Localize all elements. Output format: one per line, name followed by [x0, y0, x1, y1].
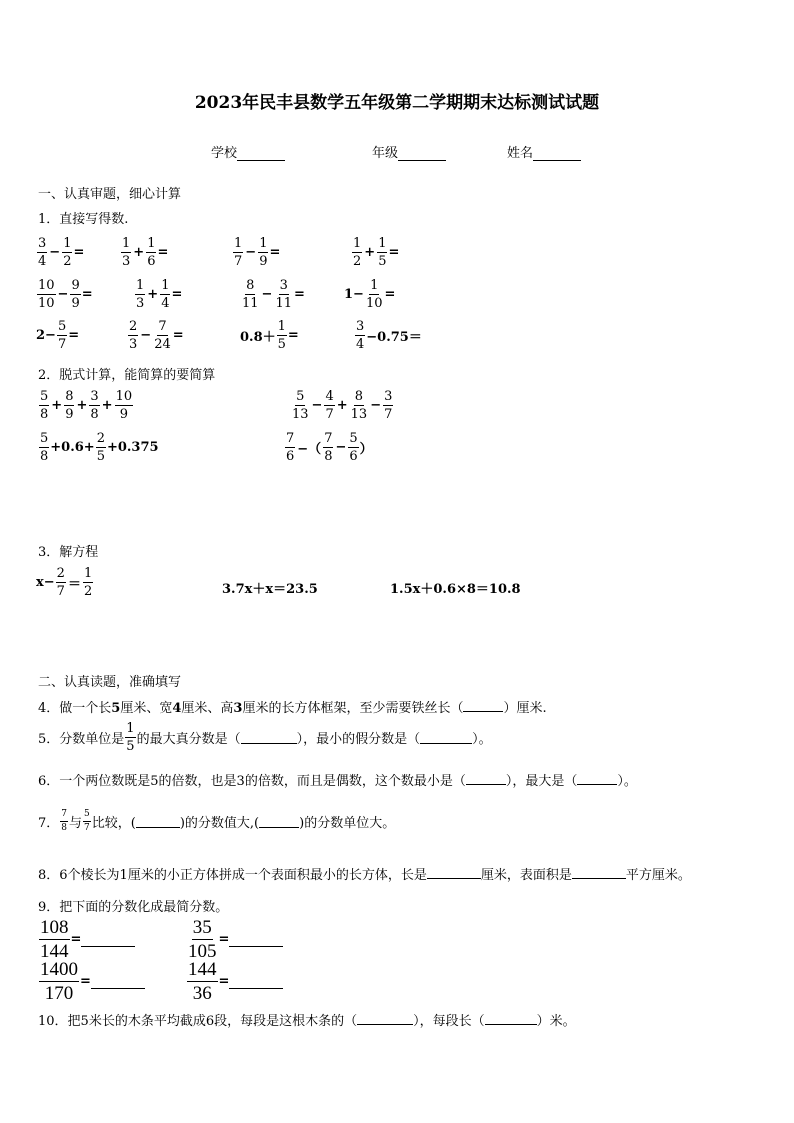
q1-item-6: $\frac{1}{3}$ + $\frac{1}{4}$ =: [136, 278, 183, 311]
q1-item-8: 1− $\frac{1}{10}$ =: [344, 278, 396, 311]
grade-field: [372, 142, 446, 161]
grade-label: 年级: [372, 146, 399, 161]
q9-fraction-1: $\frac{108}{144}$ =: [38, 918, 135, 961]
q1-item-4: $\frac{1}{2}$ + $\frac{1}{5}$ =: [353, 236, 400, 269]
q8-blank-2[interactable]: [572, 866, 626, 879]
q9-answer-2[interactable]: [229, 932, 283, 947]
q3-label: 3．解方程: [38, 545, 99, 560]
q9-fraction-3: $\frac{1400}{170}$ =: [38, 960, 145, 1003]
name-label: 姓名: [507, 146, 534, 161]
q9-answer-3[interactable]: [91, 974, 145, 989]
q7-blank-1[interactable]: [136, 815, 180, 828]
q3-equation-1: x− $\frac{2}{7}$ ＝ $\frac{1}{2}$: [36, 566, 93, 599]
q4: 4．做一个长5厘米、宽4厘米、高3厘米的长方体框架，至少需要铁丝长（ ）厘米.: [38, 701, 547, 716]
q9-fraction-4: $\frac{144}{36}$ =: [186, 960, 283, 1003]
q9-fraction-2: $\frac{35}{105}$ =: [186, 918, 283, 961]
q8: 8．6个棱长为1厘米的小正方体拼成一个表面积最小的长方体，长是 厘米，表面积是 平方厘米。: [38, 868, 691, 883]
q2-expr-1: $\frac{5}{8}$ + $\frac{8}{9}$ + $\frac{3}{8}$ + $\frac{10}{9}$: [40, 389, 133, 422]
q9-answer-4[interactable]: [229, 974, 283, 989]
q6-blank-1[interactable]: [466, 772, 506, 785]
q1-item-10: $\frac{2}{3}$ − $\frac{7}{24}$ =: [129, 319, 184, 352]
q2-expr-3: $\frac{5}{8}$ +0.6+ $\frac{2}{5}$ +0.375: [40, 431, 159, 464]
school-label: 学校: [211, 146, 238, 161]
q1-item-2: $\frac{1}{3}$ + $\frac{1}{6}$ =: [122, 236, 169, 269]
q5: 5．分数单位是 $\frac{1}{5}$ 的最大真分数是（ ），最小的假分数是（ ）。: [38, 721, 492, 754]
section1-heading: 一、认真审题，细心计算: [38, 187, 182, 202]
q6: 6．一个两位数既是5的倍数，也是3的倍数，而且是偶数，这个数最小是（ ），最大是（ ）。: [38, 774, 637, 789]
q7-blank-2[interactable]: [259, 815, 299, 828]
q10: 10．把5米长的木条平均截成6段，每段是这根木条的（ ），每段长（ ）米。: [38, 1014, 576, 1029]
q8-blank-1[interactable]: [427, 866, 481, 879]
q7: 7． $\frac{7}{8}$ 与 $\frac{5}{7}$ 比较，( )的分数值大,( )的分数单位大。: [38, 809, 396, 833]
q1-item-5: $\frac{10}{10}$ − $\frac{9}{9}$ =: [38, 278, 93, 311]
q1-item-12: $\frac{3}{4}$ −0.75＝: [356, 319, 422, 352]
q5-blank-1[interactable]: [241, 731, 297, 744]
q1-item-1: $\frac{3}{4}$ − $\frac{1}{2}$ =: [38, 236, 85, 269]
grade-blank[interactable]: [398, 147, 446, 161]
q3-equation-2: 3.7x＋x＝23.5: [222, 582, 318, 597]
section2-heading: 二、认真读题，准确填写: [38, 675, 182, 690]
q10-blank-1[interactable]: [357, 1012, 413, 1025]
school-field: [211, 142, 285, 161]
q3-equation-3: 1.5x＋0.6×8＝10.8: [390, 582, 521, 597]
q1-item-9: 2− $\frac{5}{7}$ =: [36, 319, 80, 352]
q1-item-11: 0.8＋ $\frac{1}{5}$ =: [240, 319, 299, 352]
q9-answer-1[interactable]: [81, 932, 135, 947]
q2-expr-4: $\frac{7}{6}$ −（ $\frac{7}{8}$ − $\frac{5}{6}$ ）: [286, 431, 373, 464]
name-field: [507, 142, 581, 161]
q5-blank-2[interactable]: [420, 731, 472, 744]
q9-label: 9．把下面的分数化成最简分数。: [38, 900, 229, 915]
q1-label: 1．直接写得数.: [38, 212, 129, 227]
q1-item-7: $\frac{8}{11}$ − $\frac{3}{11}$ =: [242, 278, 305, 311]
page-title: 2023年民丰县数学五年级第二学期期末达标测试试题: [194, 93, 600, 113]
q4-blank[interactable]: [463, 699, 503, 712]
q6-blank-2[interactable]: [577, 772, 617, 785]
q2-expr-2: $\frac{5}{13}$ − $\frac{4}{7}$ + $\frac{8}{13}$ − $\frac{3}{7}$: [292, 389, 393, 422]
q2-label: 2．脱式计算，能简算的要简算: [38, 368, 216, 383]
q1-item-3: $\frac{1}{7}$ − $\frac{1}{9}$ =: [234, 236, 281, 269]
name-blank[interactable]: [533, 147, 581, 161]
school-blank[interactable]: [237, 147, 285, 161]
q10-blank-2[interactable]: [485, 1012, 537, 1025]
